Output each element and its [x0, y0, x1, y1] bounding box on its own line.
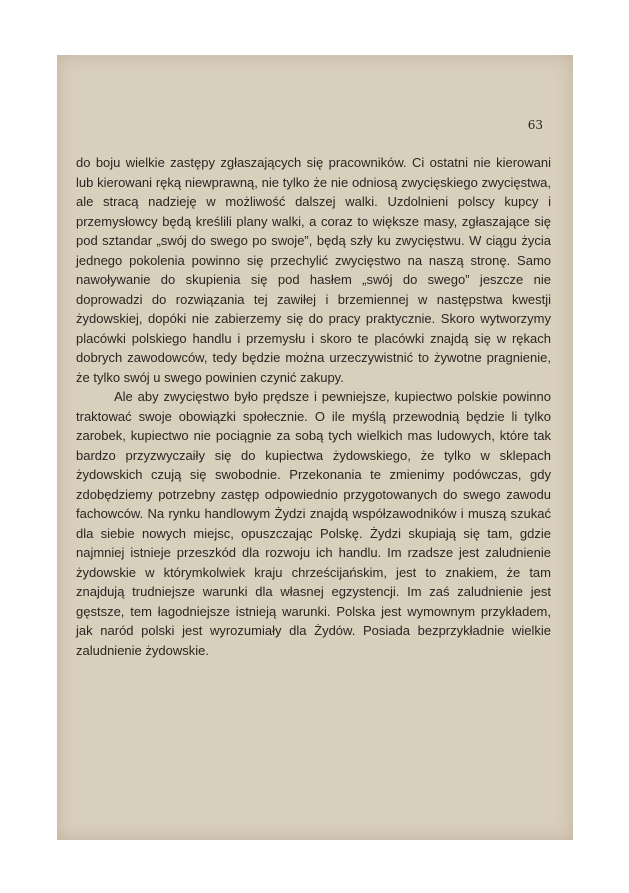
- page-number: 63: [527, 118, 543, 132]
- body-text: [76, 153, 551, 660]
- paragraph-1: do boju wielkie zastępy zgłaszających się pracowników. Ci ostatni nie kierowani lub kierowani ręką niewprawną, nie tylko że nie odniosą zwycięskiego zwycięstwa, ale stracą nadzieję w możliwość dalszej walki. Uzdolnieni polscy kupcy i przemysłowcy będą kreślili plany walki, a coraz to większe masy, zgłaszające się pod sztandar „swój do swego po swoje”, będą szły ku zwycięstwu. W ciągu życia jednego pokolenia powinno się przechylić zwycięstwo na naszą stronę. Samo nawoływanie do skupienia się pod hasłem „swój do swego” jeszcze nie doprowadzi do rozwiązania tej zawiłej i brzemiennej w następstwa kwestji żydowskiej, dopóki nie zabierzemy się do pracy praktycznie. Skoro wytworzymy placówki polskiego handlu i przemysłu i skoro te placówki znajdą się w rękach dobrych zawodowców, tedy będzie można urzeczywistnić to żywotne pragnienie, że tylko swój u swego powinien czynić zakupy.: [76, 155, 551, 385]
- paragraph-2: Ale aby zwycięstwo było prędsze i pewniejsze, kupiectwo polskie powinno traktować swoje obowiązki społecznie. O ile myślą przewodnią będzie li tylko zarobek, kupiectwo nie pociągnie za sobą tych wielkich mas ludowych, które tak bardzo przyzwyczaiły się do kupiectwa żydowskiego, że tylko w sklepach żydowskich czują się swobodnie. Przekonania te zmienimy podówczas, gdy zdobędziemy potrzebny zastęp odpowiednio przygotowanych do swego zawodu fachowców. Na rynku handlowym Żydzi znajdą współzawodników i muszą szukać dla siebie nowych miejsc, opuszczając Polskę. Żydzi skupiają się tam, gdzie najmniej istnieje przeszkód dla rozwoju ich handlu. Im rzadsze jest zaludnienie żydowskie w którymkolwiek kraju chrześcijańskim, jest to znakiem, że tam znajdują trudniejsze warunki dla własnej egzystencji. Im zaś zaludnienie jest gęstsze, tem łagodniejsze istnieją warunki. Polska jest wymownym przykładem, jak naród polski jest wyrozumiały dla Żydów. Posiada bezprzykładnie wielkie zaludnienie żydowskie.: [76, 389, 551, 658]
- book-page: [57, 55, 573, 840]
